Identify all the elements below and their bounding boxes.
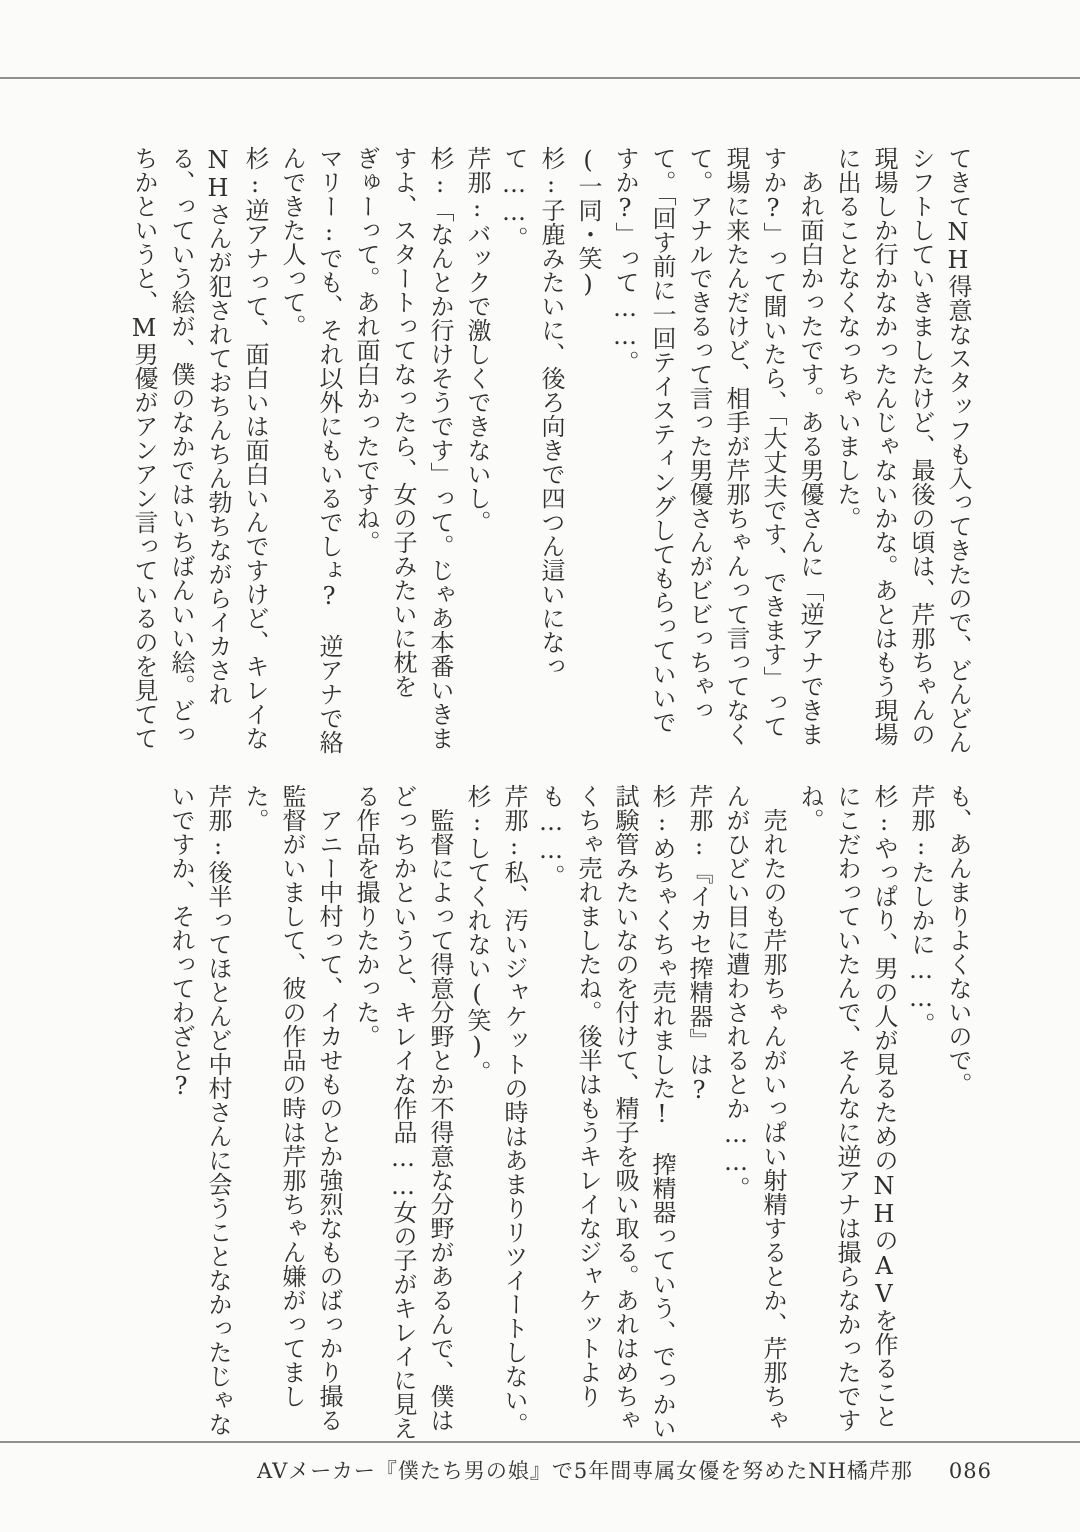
interview-text-top-block (125, 146, 976, 756)
footer-rule (0, 1441, 1080, 1443)
paragraph: 芹那:たしかに……。 (907, 784, 935, 1036)
page-number: 086 (948, 1459, 992, 1483)
footer (257, 1455, 992, 1485)
paragraph: 売れたのも芹那ちゃんがいっぱい射精するとか、芹那ちゃんがひどい目に遭わされるとか……。 (722, 784, 787, 1432)
paragraph: 芹那:バックで激しくできないし。 (463, 146, 491, 534)
paragraph: 杉:「なんとか行けそうです」って。じゃあ本番いきますよ、スタートってなったら、女の子みたいに枕をぎゅーって。あれ面白かったですね。 (352, 146, 454, 750)
paragraph: 芹那:後半ってほとんど中村さんに会うことなかったじゃないですか、それってわざと? (167, 784, 232, 1436)
paragraph: (一同・笑) (574, 146, 602, 298)
paragraph: 杉:逆アナって、面白いは面白いんですけど、キレイなNHさんが犯されておちんちん勃ちながらイカされる、っていう絵が、僕のなかではいちばんいい絵。どっちかというと、M男優がアンアン言っているのを見てて (130, 146, 269, 750)
paragraph: アニー中村って、イカせものとか強烈なものばっかり撮る監督がいまして、彼の作品の時は芹那ちゃん嫌がってました。 (241, 784, 343, 1432)
paragraph: マリー:でも、それ以外にもいるでしょ? 逆アナで絡んできた人って。 (278, 146, 343, 754)
paragraph: 監督によって得意分野とか不得意な分野があるんで、僕はどっちかというと、キレイな作品……女の子がキレイに見える作品を撮りたかった。 (352, 784, 454, 1440)
paragraph: 杉:してくれない(笑)。 (463, 784, 491, 1084)
paragraph: てきてNH得意なスタッフも入ってきたので、どんどんシフトしていきましたけど、最後の頃は、芹那ちゃんの現場しか行かなかったんじゃないかな。あとはもう現場に出ることなくなっちゃいました。 (833, 146, 972, 754)
paragraph: 杉:やっぱり、男の人が見るためのNHのAVを作ることにこだわっていたんで、そんなに逆アナは撮らなかったですね。 (796, 784, 898, 1432)
interview-text-bottom-block (162, 784, 976, 1444)
running-title: AVメーカー『僕たち男の娘』で5年間専属女優を努めたNH橘芹那 (256, 1459, 913, 1483)
paragraph: あれ面白かったです。ある男優さんに「逆アナできますか?」って聞いたら、「大丈夫です、できます」って現場に来たんだけど、相手が芹那ちゃんって言ってなくて。アナルできるって言った男優さんがビビっちゃって。「回す前に一回テイスティングしてもらっていいですか?」って……。 (611, 146, 824, 746)
paragraph: 芹那:私、汚いジャケットの時はあまりリツイートしない。 (500, 784, 528, 1436)
paragraph: 杉:子鹿みたいに、後ろ向きで四つん這いになって……。 (500, 146, 565, 678)
paragraph: 杉:めちゃくちゃ売れました! 搾精器っていう、でっかい試験管みたいなのを付けて、精子を吸い取る。あれはめちゃくちゃ売れましたね。後半はもうキレイなジャケットよりも……。 (537, 784, 676, 1440)
paragraph: も、あんまりよくないので。 (944, 784, 972, 1096)
paragraph: 芹那:『イカセ搾精器』は? (685, 784, 713, 1104)
top-rule (0, 77, 1080, 79)
